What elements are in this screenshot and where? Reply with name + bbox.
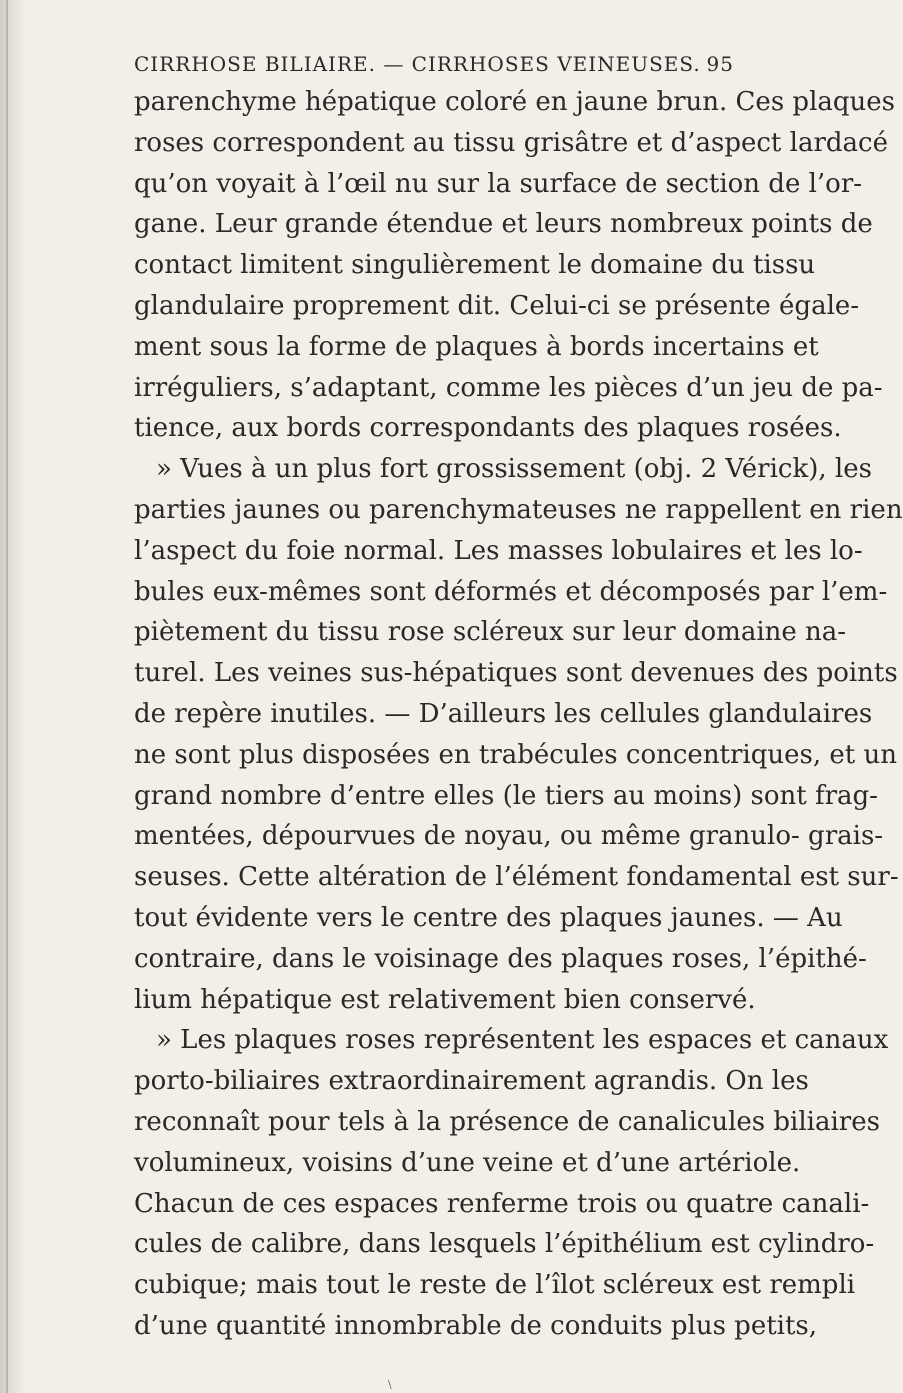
text-line: contraire, dans le voisinage des plaques roses, l’épithé- [134, 943, 867, 974]
text-line: contact limitent singulièrement le domaine du tissu [134, 250, 816, 281]
text-line: piètement du tissu rose scléreux sur leur domaine na- [134, 617, 847, 648]
page-body [134, 82, 903, 1347]
text-line: roses correspondent au tissu grisâtre et d’aspect lardacé [134, 127, 888, 158]
text-line: de repère inutiles. — D’ailleurs les cellules glandulaires [134, 698, 873, 729]
text-line: » Les plaques roses représentent les espaces et canaux [156, 1025, 889, 1056]
text-line: tience, aux bords correspondants des plaques rosées. [134, 413, 842, 444]
running-title: CIRRHOSE BILIAIRE. — CIRRHOSES VEINEUSES. [134, 52, 701, 76]
text-line: qu’on voyait à l’œil nu sur la surface de section de l’or- [134, 168, 863, 199]
page-number: 95 [706, 52, 734, 76]
text-line: mentées, dépourvues de noyau, ou même granulo- grais- [134, 821, 884, 852]
text-line: irréguliers, s’adaptant, comme les pièces d’un jeu de pa- [134, 372, 883, 403]
text-line: porto-biliaires extraordinairement agrandis. On les [134, 1066, 809, 1097]
text-line: lium hépatique est relativement bien conservé. [134, 984, 756, 1015]
text-line: ment sous la forme de plaques à bords incertains et [134, 331, 819, 362]
text-line: d’une quantité innombrable de conduits plus petits, [134, 1310, 818, 1341]
text-line: ne sont plus disposées en trabécules concentriques, et un [134, 739, 897, 770]
text-line: Chacun de ces espaces renferme trois ou quatre canali- [134, 1188, 870, 1219]
text-line: volumineux, voisins d’une veine et d’une artériole. [134, 1147, 801, 1178]
stray-print-mark: \ [388, 1378, 392, 1391]
text-line: parties jaunes ou parenchymateuses ne rappellent en rien [134, 494, 903, 525]
text-line: grand nombre d’entre elles (le tiers au moins) sont frag- [134, 780, 878, 811]
text-line: parenchyme hépatique coloré en jaune brun. Ces plaques [134, 87, 896, 117]
text-line: turel. Les veines sus-hépatiques sont devenues des points [134, 658, 898, 689]
text-line: cubique; mais tout le reste de l’îlot scléreux est rempli [134, 1270, 856, 1301]
text-line: glandulaire proprement dit. Celui-ci se présente égale- [134, 290, 860, 321]
running-head [134, 52, 734, 82]
text-line: » Vues à un plus fort grossissement (obj. 2 Vérick), les [156, 454, 872, 485]
text-line: tout évidente vers le centre des plaques jaunes. — Au [134, 902, 843, 933]
page-binding-edge [6, 0, 8, 1393]
text-line: l’aspect du foie normal. Les masses lobulaires et les lo- [134, 535, 863, 566]
text-line: seuses. Cette altération de l’élément fondamental est sur- [134, 862, 899, 893]
text-line: gane. Leur grande étendue et leurs nombreux points de [134, 209, 873, 240]
text-line: reconnaît pour tels à la présence de canalicules biliaires [134, 1106, 880, 1137]
page-binding-shadow [0, 0, 26, 1393]
text-line: cules de calibre, dans lesquels l’épithélium est cylindro- [134, 1229, 875, 1260]
text-line: bules eux-mêmes sont déformés et décomposés par l’em- [134, 576, 888, 607]
